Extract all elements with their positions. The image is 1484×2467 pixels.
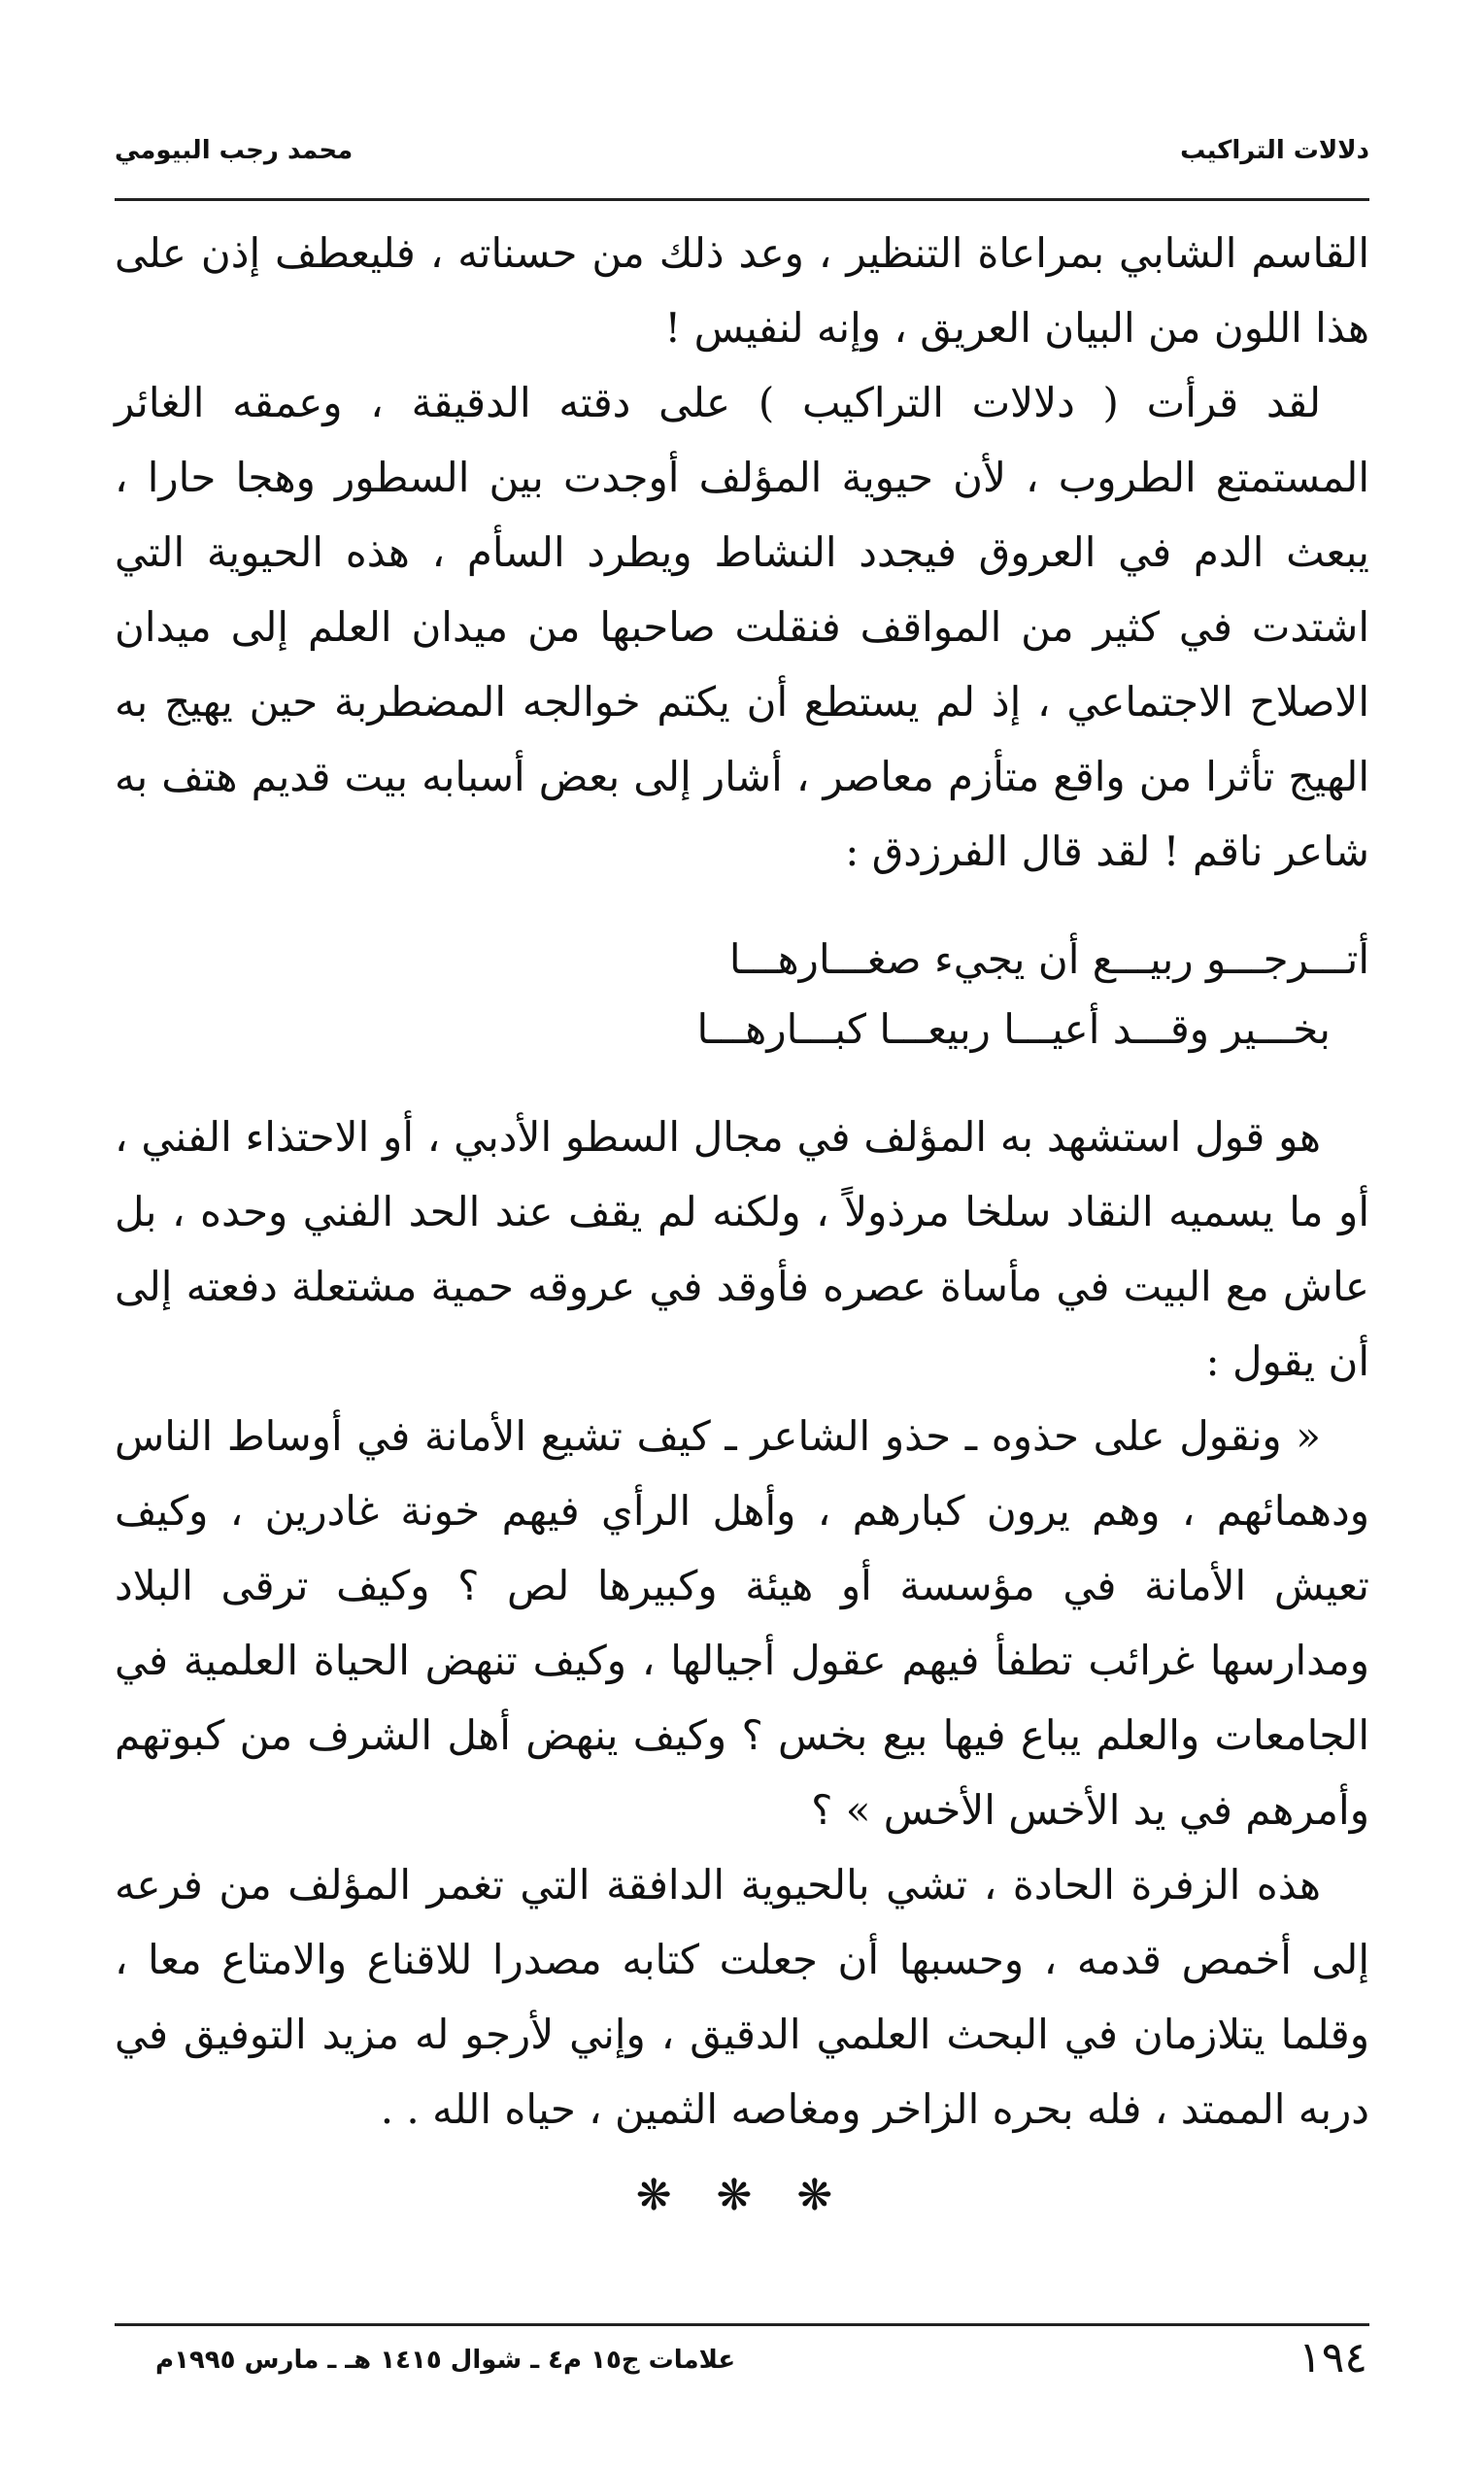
paragraph: القاسم الشابي بمراعاة التنظير ، وعد ذلك من حسناته ، فليعطف إذن على هذا اللون من البيان العريق ، وإنه لنفيس !	[115, 229, 1369, 352]
footer-rule	[115, 2323, 1369, 2326]
verse-line-2: بخـــير وقـــد أعيـــا ربيعـــا كبـــارهـــا	[696, 1005, 1331, 1053]
page-number: ١٩٤	[1298, 2333, 1367, 2383]
header-rule	[115, 198, 1369, 201]
body-text-bottom	[115, 1099, 1369, 2146]
running-title: دلالات التراكيب	[1180, 136, 1369, 165]
paragraph: هو قول استشهد به المؤلف في مجال السطو الأدبي ، أو الاحتذاء الفني ، أو ما يسميه النقاد سلخا مرذولاً ، ولكنه لم يقف عند الحد الفني وحده ، بل عاش مع البيت في مأساة عصره فأوقد في عروقه حمية مشتعلة دفعته إلى أن يقول :	[115, 1113, 1369, 1385]
running-header	[115, 136, 1369, 194]
paragraph: هذه الزفرة الحادة ، تشي بالحيوية الدافقة التي تغمر المؤلف من فرعه إلى أخمص قدمه ، وحسبها أن جعلت كتابه مصدرا للاقناع والامتاع معا ، وقلما يتلازمان في البحث العلمي الدقيق ، وإني لأرجو له مزيد التوفيق في دربه الممتد ، فله بحره الزاخر ومغاصه الثمين ، حياه الله . .	[115, 1861, 1369, 2133]
author-name: محمد رجب البيومي	[115, 136, 354, 165]
poem-verse	[115, 925, 1369, 1065]
journal-citation: علامات ج١٥ م٤ ـ شوال ١٤١٥ هـ ـ مارس ١٩٩٥م	[155, 2346, 736, 2375]
paragraph: لقد قرأت ( دلالات التراكيب ) على دقته الدقيقة ، وعمقه الغائر المستمتع الطروب ، لأن حيوية المؤلف أوجدت بين السطور وهجا حارا ، يبعث الدم في العروق فيجدد النشاط ويطرد السأم ، هذه الحيوية التي اشتدت في كثير من المواقف فنقلت صاحبها من ميدان العلم إلى ميدان الاصلاح الاجتماعي ، إذ لم يستطع أن يكتم خوالجه المضطربة حين يهيج به الهيج تأثرا من واقع متأزم معاصر ، أشار إلى بعض أسبابه بيت قديم هتف به شاعر ناقم ! لقد قال الفرزدق :	[115, 379, 1369, 875]
body-text-top	[115, 216, 1369, 889]
section-separator: ❋ ❋ ❋	[635, 2171, 849, 2220]
quote-paragraph: « ونقول على حذوه ـ حذو الشاعر ـ كيف تشيع الأمانة في أوساط الناس ودهمائهم ، وهم يرون كبارهم ، وأهل الرأي فيهم خونة غادرين ، وكيف تعيش الأمانة في مؤسسة أو هيئة وكبيرها لص ؟ وكيف ترقى البلاد ومدارسها غرائب تطفأ فيهم عقول أجيالها ، وكيف تنهض الحياة العلمية في الجامعات والعلم يباع فيها بيع بخس ؟ وكيف ينهض أهل الشرف من كبوتهم وأمرهم في يد الأخس الأخس » ؟	[115, 1412, 1369, 1834]
verse-line-1: أتـــرجـــو ربيـــع أن يجيء صغـــارهـــا	[728, 935, 1369, 983]
